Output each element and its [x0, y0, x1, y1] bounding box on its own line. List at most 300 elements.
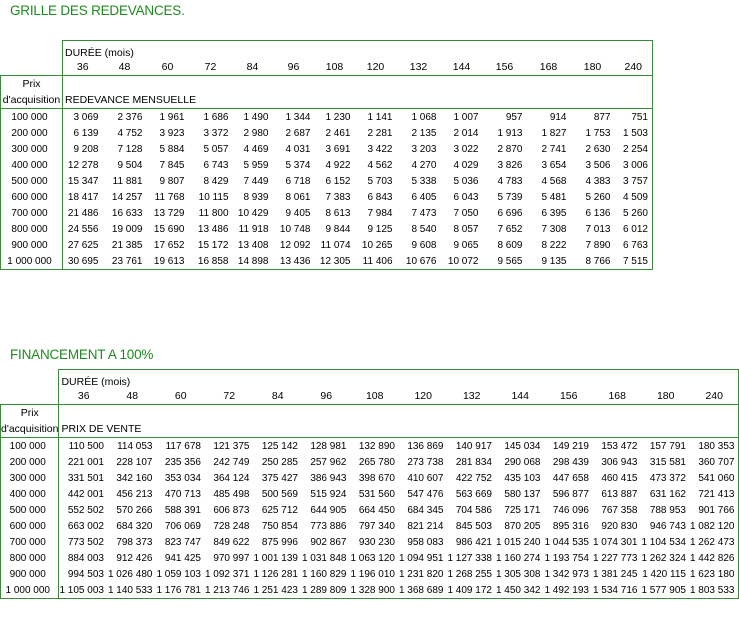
value-cell: 315 581: [649, 456, 686, 468]
value-cell: 1 105 003: [59, 582, 108, 599]
value-cell: 7 845: [159, 159, 185, 171]
table-row: [1, 534, 739, 550]
value-cell: 6 139: [63, 125, 103, 141]
table-row: [1, 253, 653, 270]
value-cell: 10 072: [441, 253, 483, 270]
value-cell: 2 014: [453, 127, 479, 139]
value-cell: 290 068: [504, 456, 541, 468]
value-cell: 456 213: [116, 488, 153, 500]
value-cell: 7 050: [453, 207, 479, 219]
redevance-grid-title: GRILLE DES REDEVANCES.: [10, 3, 185, 18]
value-cell: 1 262 324: [641, 552, 686, 564]
value-cell: 552 502: [59, 502, 108, 518]
value-cell: 1 420 115: [642, 568, 686, 580]
value-cell: 8 222: [541, 239, 567, 251]
value-cell: 4 031: [285, 143, 311, 155]
value-cell: 596 877: [552, 488, 589, 500]
value-cell: 798 373: [116, 536, 153, 548]
value-cell: 5 374: [285, 159, 311, 171]
month-header: 144: [441, 59, 483, 76]
value-cell: 531 560: [358, 488, 395, 500]
value-cell: 14 898: [233, 253, 273, 270]
value-cell: 895 316: [552, 520, 589, 532]
value-cell: 15 690: [153, 223, 185, 235]
month-header: 72: [205, 388, 254, 405]
value-cell: 360 707: [690, 454, 739, 470]
table-row: [1, 502, 739, 518]
value-cell: 1 176 781: [156, 582, 205, 599]
value-cell: 9 208: [63, 141, 103, 157]
value-cell: 750 854: [261, 520, 298, 532]
value-cell: 10 115: [198, 191, 229, 203]
value-cell: 3 069: [63, 109, 103, 126]
value-cell: 447 658: [552, 472, 589, 484]
value-cell: 4 509: [615, 189, 653, 205]
value-cell: 257 962: [310, 456, 347, 468]
value-cell: 410 607: [407, 472, 444, 484]
value-cell: 914: [549, 111, 567, 123]
value-cell: 515 924: [310, 488, 347, 500]
value-cell: 30 695: [63, 253, 103, 270]
value-cell: 570 266: [116, 504, 153, 516]
value-cell: 5 260: [615, 205, 653, 221]
value-cell: 957: [505, 111, 523, 123]
value-cell: 298 439: [552, 456, 589, 468]
value-cell: 281 834: [455, 456, 492, 468]
table-row: [1, 173, 653, 189]
value-cell: 11 768: [154, 191, 185, 203]
value-cell: 9 065: [453, 239, 479, 251]
value-cell: 8 766: [571, 253, 615, 270]
price-cell: 500 000: [1, 502, 59, 518]
month-header: 120: [399, 388, 448, 405]
value-cell: 1 368 689: [399, 582, 448, 599]
value-cell: 422 752: [455, 472, 492, 484]
value-cell: 684 320: [116, 520, 153, 532]
value-cell: 2 870: [497, 143, 523, 155]
value-cell: 1 230: [325, 111, 351, 123]
table-row: [1, 518, 739, 534]
value-cell: 11 074: [320, 239, 351, 251]
value-cell: 12 278: [63, 157, 103, 173]
value-cell: 1 344: [285, 111, 311, 123]
value-cell: 704 586: [455, 504, 492, 516]
value-cell: 845 503: [455, 520, 492, 532]
value-cell: 6 136: [585, 207, 611, 219]
value-cell: 7 383: [325, 191, 351, 203]
value-cell: 21 385: [111, 239, 143, 251]
month-header: 60: [156, 388, 205, 405]
value-cell: 1 381 245: [592, 568, 638, 580]
month-header: 84: [233, 59, 273, 76]
value-cell: 12 305: [315, 253, 355, 270]
value-cell: 11 881: [112, 175, 143, 187]
month-header: 72: [189, 59, 233, 76]
value-cell: 664 450: [358, 504, 395, 516]
month-header: 36: [59, 388, 108, 405]
price-cell: 400 000: [1, 486, 59, 502]
value-cell: 1 007: [453, 111, 479, 123]
table-row: [1, 454, 739, 470]
value-cell: 6 152: [325, 175, 351, 187]
month-header: 48: [108, 388, 157, 405]
value-cell: 485 498: [213, 488, 250, 500]
value-cell: 1 913: [497, 127, 523, 139]
month-header: 120: [355, 59, 397, 76]
value-cell: 721 413: [690, 486, 739, 502]
value-cell: 3 372: [203, 127, 229, 139]
value-cell: 8 613: [325, 207, 351, 219]
month-header: 36: [63, 59, 103, 76]
value-cell: 1 015 240: [495, 536, 541, 548]
value-cell: 773 886: [310, 520, 347, 532]
value-cell: 5 739: [497, 191, 523, 203]
value-cell: 1 140 533: [108, 582, 157, 599]
value-cell: 1 213 746: [205, 582, 254, 599]
value-cell: 228 107: [116, 456, 153, 468]
price-cell: 300 000: [1, 470, 59, 486]
table-row: [1, 486, 739, 502]
value-cell: 5 703: [367, 175, 393, 187]
value-cell: 6 763: [615, 237, 653, 253]
value-cell: 7 652: [497, 223, 523, 235]
value-cell: 9 135: [527, 253, 571, 270]
value-cell: 136 869: [407, 440, 444, 452]
value-cell: 5 057: [203, 143, 229, 155]
value-cell: 1 305 308: [495, 568, 541, 580]
value-cell: 19 009: [111, 223, 143, 235]
financing-grid-table: [0, 369, 739, 599]
month-header: 168: [527, 59, 571, 76]
price-cell: 600 000: [1, 518, 59, 534]
value-cell: 4 469: [243, 143, 269, 155]
value-cell: 4 752: [117, 127, 143, 139]
value-cell: 11 800: [198, 207, 229, 219]
value-cell: 1 961: [159, 111, 185, 123]
month-header: 108: [315, 59, 355, 76]
value-cell: 644 905: [310, 504, 347, 516]
price-cell: 900 000: [1, 566, 59, 582]
value-cell: 823 747: [164, 536, 201, 548]
value-cell: 13 436: [273, 253, 315, 270]
value-cell: 27 625: [63, 237, 103, 253]
value-cell: 625 712: [261, 504, 298, 516]
value-cell: 3 022: [453, 143, 479, 155]
value-cell: 902 867: [310, 536, 347, 548]
value-cell: 773 502: [59, 534, 108, 550]
value-cell: 663 002: [59, 518, 108, 534]
value-cell: 13 408: [237, 239, 269, 251]
value-cell: 16 633: [111, 207, 143, 219]
value-cell: 500 569: [261, 488, 298, 500]
value-cell: 1 490: [243, 111, 269, 123]
value-cell: 9 565: [483, 253, 527, 270]
month-header: 60: [147, 59, 189, 76]
value-cell: 1 127 338: [447, 552, 492, 564]
value-cell: 797 340: [358, 520, 395, 532]
value-cell: 3 757: [615, 173, 653, 189]
value-cell: 3 923: [159, 127, 185, 139]
value-cell: 5 884: [159, 143, 185, 155]
month-header: 132: [447, 388, 496, 405]
value-cell: 606 873: [213, 504, 250, 516]
value-cell: 1 092 371: [204, 568, 250, 580]
value-cell: 23 761: [103, 253, 147, 270]
corner-blank: [1, 370, 59, 389]
value-cell: 5 036: [453, 175, 479, 187]
value-cell: 306 943: [601, 456, 638, 468]
value-cell: 1 409 172: [447, 582, 496, 599]
value-cell: 9 608: [411, 239, 437, 251]
price-cell: 700 000: [1, 205, 63, 221]
value-cell: 265 780: [358, 456, 395, 468]
value-cell: 8 609: [497, 239, 523, 251]
value-cell: 884 003: [59, 550, 108, 566]
value-cell: 1 104 534: [641, 536, 686, 548]
value-cell: 1 442 826: [690, 550, 739, 566]
value-cell: 145 034: [504, 440, 541, 452]
value-cell: 5 338: [411, 175, 437, 187]
value-cell: 21 486: [63, 205, 103, 221]
price-cell: 500 000: [1, 173, 63, 189]
section-label: PRIX DE VENTE: [59, 421, 739, 438]
value-cell: 1 126 281: [253, 568, 298, 580]
value-cell: 875 996: [261, 536, 298, 548]
value-cell: 2 376: [117, 111, 143, 123]
value-cell: 1 534 716: [593, 582, 642, 599]
value-cell: 14 257: [111, 191, 143, 203]
table-row: [1, 221, 653, 237]
value-cell: 353 034: [164, 472, 201, 484]
value-cell: 8 429: [203, 175, 229, 187]
duration-label: DURÉE (mois): [63, 41, 653, 60]
value-cell: 901 766: [690, 502, 739, 518]
value-cell: 24 556: [63, 221, 103, 237]
value-cell: 1 082 120: [690, 518, 739, 534]
corner-blank: [1, 41, 63, 60]
value-cell: 920 830: [601, 520, 638, 532]
value-cell: 2 980: [243, 127, 269, 139]
value-cell: 751: [615, 109, 653, 126]
value-cell: 912 426: [116, 552, 153, 564]
value-cell: 6 395: [541, 207, 567, 219]
value-cell: 4 568: [541, 175, 567, 187]
corner-blank: [1, 59, 63, 76]
value-cell: 9 844: [325, 223, 351, 235]
value-cell: 153 472: [601, 440, 638, 452]
month-header: 132: [397, 59, 441, 76]
value-cell: 986 421: [455, 536, 492, 548]
value-cell: 870 205: [504, 520, 541, 532]
duration-label: DURÉE (mois): [59, 370, 739, 389]
value-cell: 3 006: [615, 157, 653, 173]
value-cell: 2 687: [285, 127, 311, 139]
value-cell: 1 063 120: [350, 552, 395, 564]
financing-grid-title: FINANCEMENT A 100%: [10, 347, 154, 362]
value-cell: 4 270: [411, 159, 437, 171]
value-cell: 1 268 255: [447, 568, 492, 580]
price-cell: 800 000: [1, 550, 59, 566]
table-row: [1, 157, 653, 173]
value-cell: 3 654: [541, 159, 567, 171]
value-cell: 221 001: [59, 454, 108, 470]
price-cell: 100 000: [1, 109, 63, 126]
value-cell: 1 059 103: [156, 568, 201, 580]
price-cell: 1 000 000: [1, 582, 59, 599]
value-cell: 788 953: [649, 504, 686, 516]
value-cell: 1 031 848: [301, 552, 347, 564]
month-header: 144: [496, 388, 545, 405]
value-cell: 6 043: [453, 191, 479, 203]
value-cell: 128 981: [310, 440, 347, 452]
row-header-acquisition: d'acquisition: [1, 92, 63, 109]
value-cell: 460 415: [601, 472, 638, 484]
value-cell: 17 652: [153, 239, 185, 251]
value-cell: 10 265: [361, 239, 393, 251]
price-cell: 600 000: [1, 189, 63, 205]
value-cell: 1 262 473: [690, 534, 739, 550]
value-cell: 6 405: [411, 191, 437, 203]
value-cell: 1 827: [541, 127, 567, 139]
month-header: 84: [253, 388, 302, 405]
value-cell: 706 069: [164, 520, 201, 532]
value-cell: 10 676: [397, 253, 441, 270]
value-cell: 386 943: [310, 472, 347, 484]
value-cell: 1 196 010: [350, 568, 395, 580]
value-cell: 5 481: [541, 191, 567, 203]
value-cell: 398 670: [358, 472, 395, 484]
value-cell: 342 160: [116, 472, 153, 484]
table-row: [1, 109, 653, 126]
value-cell: 4 029: [453, 159, 479, 171]
value-cell: 9 125: [367, 223, 393, 235]
value-cell: 970 997: [213, 552, 250, 564]
value-cell: 7 890: [585, 239, 611, 251]
value-cell: 9 807: [159, 175, 185, 187]
table-row: [1, 566, 739, 582]
price-cell: 900 000: [1, 237, 63, 253]
value-cell: 11 918: [238, 223, 269, 235]
value-cell: 6 743: [203, 159, 229, 171]
value-cell: 1 492 193: [544, 582, 593, 599]
value-cell: 1 094 951: [398, 552, 444, 564]
table-row: [1, 470, 739, 486]
month-header: 108: [350, 388, 399, 405]
month-header: 96: [273, 59, 315, 76]
value-cell: 821 214: [407, 520, 444, 532]
value-cell: 613 887: [601, 488, 638, 500]
month-header: 156: [483, 59, 527, 76]
value-cell: 1 803 533: [690, 582, 739, 599]
value-cell: 13 486: [197, 223, 229, 235]
value-cell: 157 791: [649, 440, 686, 452]
value-cell: 588 391: [164, 504, 201, 516]
value-cell: 11 406: [355, 253, 397, 270]
value-cell: 12 092: [279, 239, 311, 251]
value-cell: 114 053: [117, 440, 153, 452]
value-cell: 2 281: [367, 127, 393, 139]
row-header-acquisition: d'acquisition: [1, 421, 59, 438]
value-cell: 9 405: [285, 207, 311, 219]
price-cell: 100 000: [1, 438, 59, 455]
table-row: [1, 550, 739, 566]
value-cell: 3 203: [411, 143, 437, 155]
value-cell: 7 449: [243, 175, 269, 187]
value-cell: 631 162: [649, 488, 686, 500]
value-cell: 242 749: [213, 456, 250, 468]
month-header: 180: [641, 388, 690, 405]
value-cell: 1 503: [615, 125, 653, 141]
value-cell: 1 686: [203, 111, 229, 123]
value-cell: 6 843: [367, 191, 393, 203]
value-cell: 331 501: [59, 470, 108, 486]
month-header: 48: [103, 59, 147, 76]
value-cell: 8 057: [453, 223, 479, 235]
table-row: [1, 125, 653, 141]
value-cell: 7 128: [117, 143, 143, 155]
value-cell: 470 713: [164, 488, 201, 500]
row-header-prix: Prix: [1, 405, 59, 422]
value-cell: 1 753: [585, 127, 611, 139]
price-cell: 400 000: [1, 157, 63, 173]
value-cell: 580 137: [504, 488, 541, 500]
value-cell: 958 083: [407, 536, 444, 548]
value-cell: 117 678: [165, 440, 201, 452]
value-cell: 2 254: [615, 141, 653, 157]
value-cell: 2 461: [325, 127, 351, 139]
table-row: [1, 189, 653, 205]
value-cell: 4 783: [497, 175, 523, 187]
value-cell: 2 630: [585, 143, 611, 155]
value-cell: 684 345: [407, 504, 444, 516]
value-cell: 877: [593, 111, 611, 123]
value-cell: 110 500: [59, 438, 108, 455]
redevance-grid-table: [0, 40, 653, 270]
value-cell: 1 074 301: [592, 536, 638, 548]
value-cell: 4 922: [325, 159, 351, 171]
value-cell: 1 001 139: [253, 552, 298, 564]
value-cell: 6 718: [285, 175, 311, 187]
value-cell: 375 427: [261, 472, 298, 484]
value-cell: 1 577 905: [641, 582, 690, 599]
price-cell: 300 000: [1, 141, 63, 157]
price-cell: 200 000: [1, 454, 59, 470]
value-cell: 1 251 423: [253, 582, 302, 599]
value-cell: 149 219: [552, 440, 589, 452]
value-cell: 273 738: [407, 456, 444, 468]
value-cell: 1 160 274: [495, 552, 541, 564]
value-cell: 7 984: [367, 207, 393, 219]
value-cell: 15 172: [197, 239, 229, 251]
month-header: 180: [571, 59, 615, 76]
value-cell: 1 231 820: [398, 568, 444, 580]
value-cell: 1 160 829: [301, 568, 347, 580]
value-cell: 132 890: [358, 440, 395, 452]
table-row: [1, 582, 739, 599]
value-cell: 3 826: [497, 159, 523, 171]
price-cell: 800 000: [1, 221, 63, 237]
value-cell: 364 124: [213, 472, 250, 484]
value-cell: 6 012: [615, 221, 653, 237]
month-header: 240: [690, 388, 739, 405]
value-cell: 1 141: [367, 111, 393, 123]
value-cell: 435 103: [504, 472, 541, 484]
value-cell: 3 691: [325, 143, 351, 155]
value-cell: 547 476: [407, 488, 444, 500]
value-cell: 7 473: [411, 207, 437, 219]
table-row: [1, 205, 653, 221]
month-header: 96: [302, 388, 351, 405]
